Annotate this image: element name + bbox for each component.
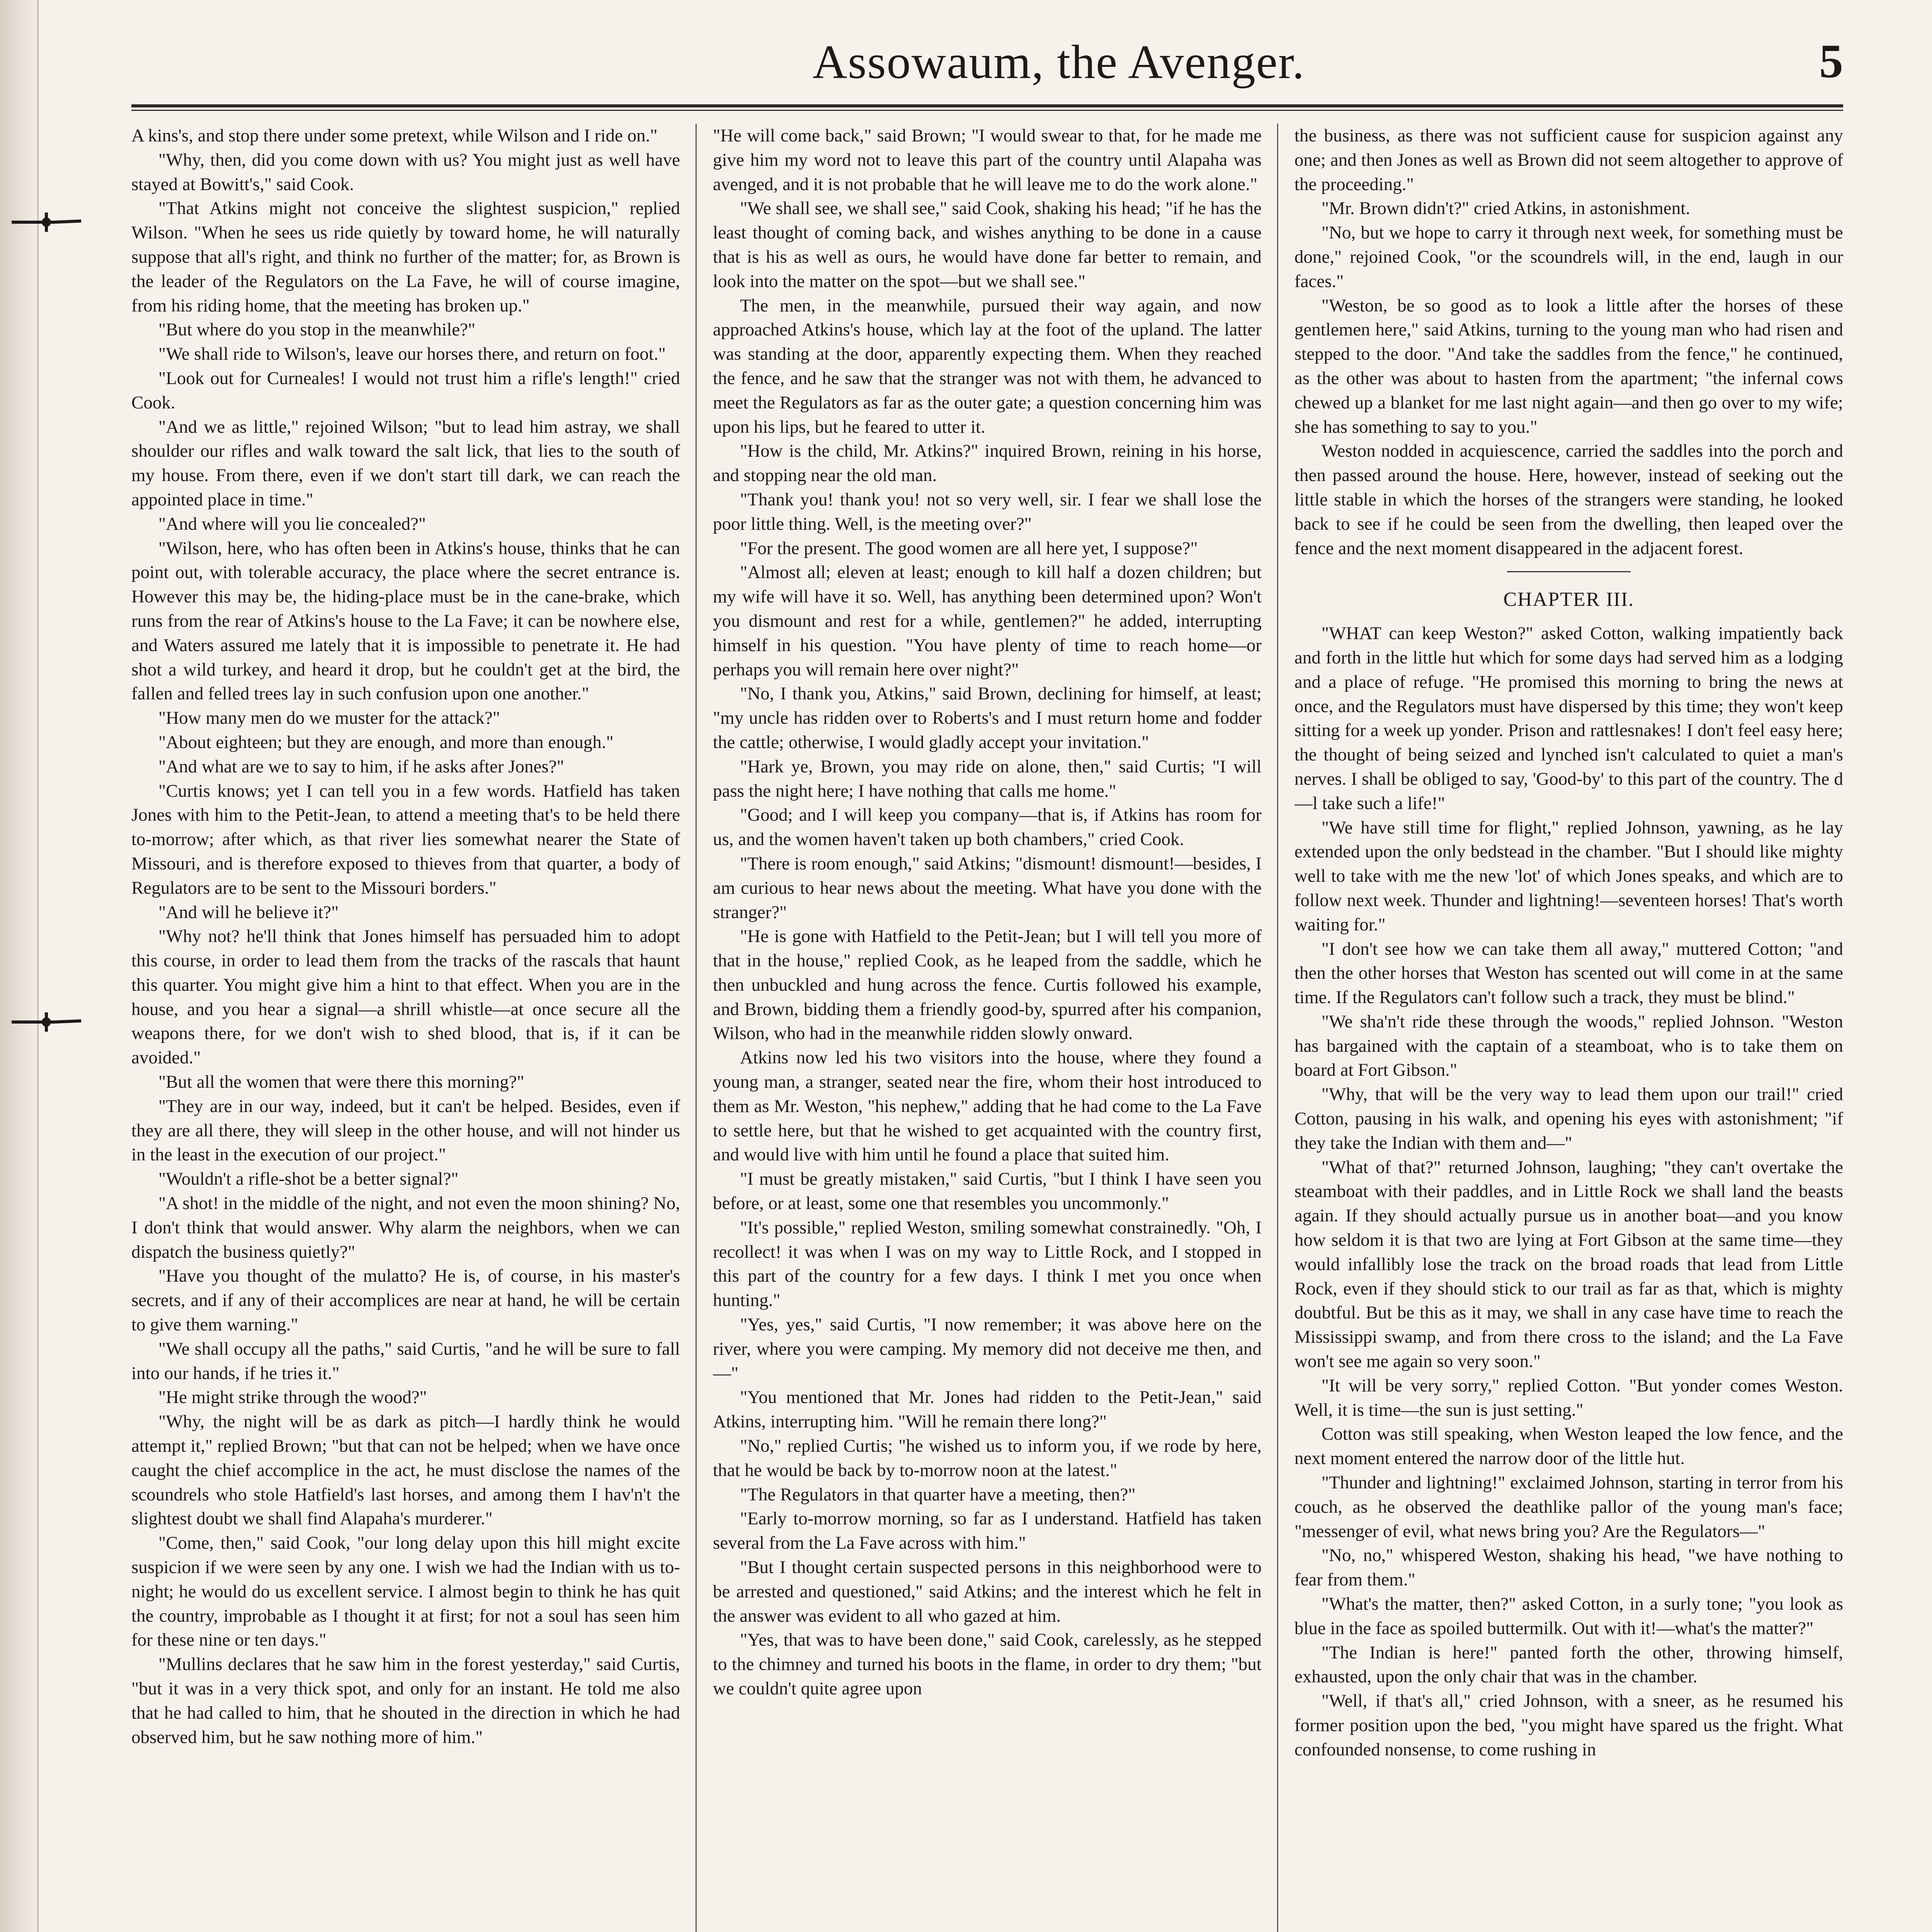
paragraph: A kins's, and stop there under some pretext, while Wilson and I ride on." <box>131 126 658 146</box>
paragraph: "WHAT can keep Weston?" asked Cotton, walking impatiently back and forth in the little hut which for some days had served him as a lodging and a place of refuge. "He promised this morning to bring the news at once, and the Regulators must have dispersed by this time; they won't keep sitting for a week up yonder. Prison and rattlesnakes! I don't feel easy here; the thought of being seized and lynched isn't calculated to quiet a man's nerves. I shall be obliged to say, 'Good-by' to this part of the country. The d—l take such a life!" <box>1294 623 1843 813</box>
header-rule <box>131 104 1843 107</box>
column-1 <box>131 124 680 1932</box>
binding-edge <box>0 0 43 1932</box>
paragraph: "Early to-morrow morning, so far as I understand. Hatfield has taken several from the La Fave across with him." <box>713 1509 1262 1553</box>
column-divider <box>1277 124 1278 1932</box>
column-3 <box>1294 124 1843 1932</box>
paragraph: "And where will you lie concealed?" <box>158 514 426 534</box>
paragraph: "We shall occupy all the paths," said Curtis, "and he will be sure to fall into our hands, if he tries it." <box>131 1338 680 1383</box>
paragraph: Atkins now led his two visitors into the house, where they found a young man, a stranger, seated near the fire, whom their host introduced to them as Mr. Weston, "his nephew," adding that he had come to the La Fave to settle here, but that he wished to get acquainted with the country first, and would live with him until he found a place that suited him. <box>713 1048 1262 1165</box>
column-2 <box>713 124 1262 1932</box>
paragraph: "About eighteen; but they are enough, and more than enough." <box>158 732 614 752</box>
paragraph: "For the present. The good women are all here yet, I suppose?" <box>740 538 1198 558</box>
paragraph: "Curtis knows; yet I can tell you in a few words. Hatfield has taken Jones with him to the Petit-Jean, to attend a meeting that's to be held there to-morrow; after which, as that river lies somewhat nearer the State of Missouri, and is therefore exposed to thieves from that quarter, a body of Regulators are to be sent to the Missouri borders." <box>131 781 680 898</box>
binding-fold-line <box>37 0 39 1932</box>
header-rule-thin <box>131 110 1843 111</box>
column-divider <box>696 124 697 1932</box>
paragraph: "We shall ride to Wilson's, leave our horses there, and return on foot." <box>158 344 666 364</box>
paragraph: "It's possible," replied Weston, smiling somewhat constrainedly. "Oh, I recollect! it was when I was on my way to Little Rock, and I stopped in this part of the country for a few days. I think I met you once when hunting." <box>713 1217 1262 1311</box>
paragraph: "Wouldn't a rifle-shot be a better signal?" <box>158 1169 459 1189</box>
staple-mark-icon <box>12 1009 81 1036</box>
paragraph: "But I thought certain suspected persons in this neighborhood were to be arrested and questioned," said Atkins; and the interest which he felt in the answer was evident to all who gazed at him. <box>713 1557 1262 1626</box>
paragraph: "Hark ye, Brown, you may ride on alone, then," said Curtis; "I will pass the night here; I have nothing that calls me home." <box>713 756 1262 801</box>
paragraph: "But where do you stop in the meanwhile?" <box>158 320 476 340</box>
paragraph: "Why, then, did you come down with us? You might just as well have stayed at Bowitt's," said Cook. <box>131 150 680 194</box>
paragraph: "No," replied Curtis; "he wished us to inform you, if we rode by here, that he would be back by to-morrow noon at the latest." <box>713 1436 1262 1480</box>
paragraph: "He is gone with Hatfield to the Petit-Jean; but I will tell you more of that in the house," replied Cook, as he leaped from the saddle, which he then unbuckled and hung across the fence. Curtis followed his example, and Brown, bidding them a friendly good-by, spurred after his companion, Wilson, who had in the meanwhile ridden slowly onward. <box>713 926 1262 1044</box>
paragraph: "There is room enough," said Atkins; "dismount! dismount!—besides, I am curious to hear news about the meeting. What have you done with the stranger?" <box>713 853 1262 922</box>
paragraph: "The Regulators in that quarter have a meeting, then?" <box>740 1484 1136 1505</box>
paragraph: "We sha'n't ride these through the woods," replied Johnson. "Weston has bargained with the captain of a steamboat, who is to take them on board at Fort Gibson." <box>1294 1011 1843 1080</box>
paragraph: Cotton was still speaking, when Weston leaped the low fence, and the next moment entered the narrow door of the little hut. <box>1294 1424 1843 1469</box>
paragraph: "No, I thank you, Atkins," said Brown, declining for himself, at least; "my uncle has ridden over to Roberts's and I must return home and fodder the cattle; otherwise, I would gladly accept your invitation." <box>713 684 1262 752</box>
paragraph: "We have still time for flight," replied Johnson, yawning, as he lay extended upon the only bedstead in the chamber. "But I should like mighty well to take with me the new 'lot' of which Jones speaks, and which are to follow next week. Thunder and lightning!—seventeen horses! That's worth waiting for." <box>1294 817 1843 935</box>
paragraph: "But all the women that were there this morning?" <box>158 1072 524 1092</box>
paragraph: "How is the child, Mr. Atkins?" inquired Brown, reining in his horse, and stopping near the old man. <box>713 441 1262 486</box>
paragraph: "The Indian is here!" panted forth the other, throwing himself, exhausted, upon the only chair that was in the chamber. <box>1294 1642 1843 1687</box>
paragraph: "What of that?" returned Johnson, laughing; "they can't overtake the steamboat with their paddles, and in Little Rock we shall land the beasts again. If they should actually pursue us in another boat—and you know how seldom it is that two are lying at Fort Gibson at the same time—they would infallibly lose the track on the broad roads that lead from Little Rock, even if they should stick to our trail as far as that, which is mighty doubtful. But be this as it may, we shall in any case have time to reach the Mississippi swamp, and from there cross to the island; and the La Fave won't see me again so very soon." <box>1294 1157 1843 1372</box>
paragraph: "Why not? he'll think that Jones himself has persuaded him to adopt this course, in order to lead them from the tracks of the rascals that haunt this quarter. You might give him a hint to that effect. When you are in the house, and you hear a signal—a shrill whistle—at once secure all the weapons there, for we don't wish to shed blood, that is, if it can be avoided." <box>131 926 680 1068</box>
paragraph: "No, no," whispered Weston, shaking his head, "we have nothing to fear from them." <box>1294 1545 1843 1590</box>
paragraph: "I must be greatly mistaken," said Curtis, "but I think I have seen you before, or at least, some one that resembles you uncommonly." <box>713 1169 1262 1214</box>
paragraph: "Well, if that's all," cried Johnson, with a sneer, as he resumed his former position upon the bed, "you might have spared us the fright. What confounded nonsense, to come rushing in <box>1294 1691 1843 1760</box>
chapter-heading: CHAPTER III. <box>1503 588 1634 611</box>
paragraph: "It will be very sorry," replied Cotton. "But yonder comes Weston. Well, it is time—the sun is just setting." <box>1294 1375 1843 1420</box>
paragraph: The men, in the meanwhile, pursued their way again, and now approached Atkins's house, which lay at the foot of the upland. The latter was standing at the door, apparently expecting them. When they reached the fence, and he saw that the stranger was not with them, he advanced to meet the Regulators as far as the outer gate; a question concerning him was upon his lips, but he feared to utter it. <box>713 295 1262 437</box>
page-number: 5 <box>1819 35 1843 88</box>
paragraph: "Good; and I will keep you company—that is, if Atkins has room for us, and the women haven't taken up both chambers," cried Cook. <box>713 805 1262 850</box>
paragraph: "That Atkins might not conceive the slightest suspicion," replied Wilson. "When he sees us ride quietly by toward home, he will naturally suppose that all's right, and think no further of the matter; for, as Brown is the leader of the Regulators on the La Fave, he will of course imagine, from his riding home, that the meeting has broken up." <box>131 198 680 316</box>
paragraph: "Weston, be so good as to look a little after the horses of these gentlemen here," said Atkins, turning to the young man who had risen and stepped to the door. "And take the saddles from the fence," he continued, as the other was about to hasten from the apartment; "the infernal cows chewed up a blanket for me last night again—and then go over to my wife; she has something to say to you." <box>1294 295 1843 437</box>
paragraph: "They are in our way, indeed, but it can't be helped. Besides, even if they are all there, they will sleep in the other house, and will not hinder us in the least in the execution of our project." <box>131 1096 680 1165</box>
story-title: Assowaum, the Avenger. <box>812 36 1305 88</box>
paragraph: "How many men do we muster for the attack?" <box>158 708 500 728</box>
paragraph: "Thank you! thank you! not so very well, sir. I fear we shall lose the poor little thing. Well, is the meeting over?" <box>713 489 1262 534</box>
paragraph: "And will he believe it?" <box>158 902 339 922</box>
paragraph: "Why, that will be the very way to lead them upon our trail!" cried Cotton, pausing in his walk, and opening his eyes with astonishment; "if they take the Indian with them and—" <box>1294 1084 1843 1153</box>
chapter-separator <box>1507 571 1631 572</box>
page-header <box>131 23 1843 97</box>
paragraph: "Yes, yes," said Curtis, "I now remember; it was above here on the river, where you were camping. My memory did not deceive me then, and—" <box>713 1315 1262 1383</box>
paragraph: "He will come back," said Brown; "I would swear to that, for he made me give him my word not to leave this part of the country until Alapaha was avenged, and it is not probable that he will leave me to do the work alone." <box>713 126 1262 194</box>
paragraph: "And what are we to say to him, if he asks after Jones?" <box>158 756 564 777</box>
paragraph: "No, but we hope to carry it through next week, for something must be done," rejoined Cook, "or the scoundrels will, in the end, laugh in our faces." <box>1294 223 1843 291</box>
paragraph: "Come, then," said Cook, "our long delay upon this hill might excite suspicion if we were seen by any one. I wish we had the Indian with us to-night; he would do us excellent service. I almost begin to think he has quit the country, improbable as I thought it at first; for not a soul has seen him for these nine or ten days." <box>131 1533 680 1650</box>
text-columns <box>131 124 1843 1932</box>
paragraph: "Almost all; eleven at least; enough to kill half a dozen children; but my wife will have it so. Well, has anything been determined upon? Won't you dismount and rest for a while, gentlemen?" he added, interrupting himself in his question. "You have plenty of time to reach home—or perhaps you will remain here over night?" <box>713 562 1262 680</box>
paragraph: "Thunder and lightning!" exclaimed Johnson, starting in terror from his couch, as he observed the deathlike pallor of the young man's face; "messenger of evil, what news bring you? Are the Regulators—" <box>1294 1473 1843 1541</box>
paragraph: "Wilson, here, who has often been in Atkins's house, thinks that he can point out, with tolerable accuracy, the place where the secret entrance is. However this may be, the hiding-place must be in the cane-brake, which runs from the rear of Atkins's house to the La Fave; it can be nowhere else, and Waters assured me lately that it is impossible to penetrate it. He had shot a wild turkey, and heard it drop, but he couldn't get at the bird, the fallen and felled trees lay in such confusion upon one another." <box>131 538 680 704</box>
paragraph: "Yes, that was to have been done," said Cook, carelessly, as he stepped to the chimney and turned his boots in the flame, in order to dry them; "but we couldn't quite agree upon <box>713 1630 1262 1699</box>
paragraph: "We shall see, we shall see," said Cook, shaking his head; "if he has the least thought of coming back, and wishes anything to be done in a cause that is his as well as ours, he would have done far better to remain, and look into the matter on the spot—but we shall see." <box>713 198 1262 291</box>
paragraph: "I don't see how we can take them all away," muttered Cotton; "and then the other horses that Weston has scented out will come in at the same time. If the Regulators can't follow such a track, they must be blind." <box>1294 939 1843 1008</box>
paragraph: "Mr. Brown didn't?" cried Atkins, in astonishment. <box>1321 198 1690 219</box>
paragraph: the business, as there was not sufficient cause for suspicion against any one; and then Jones as well as Brown did not seem altogether to approve of the proceeding." <box>1294 126 1843 194</box>
paragraph: "What's the matter, then?" asked Cotton, in a surly tone; "you look as blue in the face as spoiled buttermilk. Out with it!—what's the matter?" <box>1294 1594 1843 1638</box>
paragraph: "And we as little," rejoined Wilson; "but to lead him astray, we shall shoulder our rifles and walk toward the salt lick, that lies to the south of my house. From there, even if we don't start till dark, we can reach the appointed place in time." <box>131 417 680 510</box>
paragraph: "He might strike through the wood?" <box>158 1387 427 1408</box>
paragraph: "Why, the night will be as dark as pitch—I hardly think he would attempt it," replied Brown; "but that can not be helped; when we have once caught the chief accomplice in the act, he must disclose the names of the scoundrels who stole Hatfield's last horses, and among them I hav'n't the slightest doubt we shall find Alapaha's murderer." <box>131 1412 680 1529</box>
paragraph: "Have you thought of the mulatto? He is, of course, in his master's secrets, and if any of their accomplices are near at hand, he will be certain to give them warning." <box>131 1266 680 1335</box>
staple-mark-icon <box>12 209 81 236</box>
paragraph: "You mentioned that Mr. Jones had ridden to the Petit-Jean," said Atkins, interrupting him. "Will he remain there long?" <box>713 1387 1262 1432</box>
paragraph: "Mullins declares that he saw him in the forest yesterday," said Curtis, "but it was in a very thick spot, and only for an instant. He told me also that he had called to him, that he shouted in the direction in which he had observed him, but he saw nothing more of him." <box>131 1654 680 1747</box>
paragraph: "A shot! in the middle of the night, and not even the moon shining? No, I don't think that would answer. Why alarm the neighbors, when we can dispatch the business quietly?" <box>131 1193 680 1262</box>
paragraph: "Look out for Curneales! I would not trust him a rifle's length!" cried Cook. <box>131 368 680 413</box>
paragraph: Weston nodded in acquiescence, carried the saddles into the porch and then passed around the house. Here, however, instead of seeking out the little stable in which the horses of the strangers were standing, he looked back to see if he could be seen from the dwelling, then leaped over the fence and the next moment disappeared in the adjacent forest. <box>1294 441 1843 558</box>
